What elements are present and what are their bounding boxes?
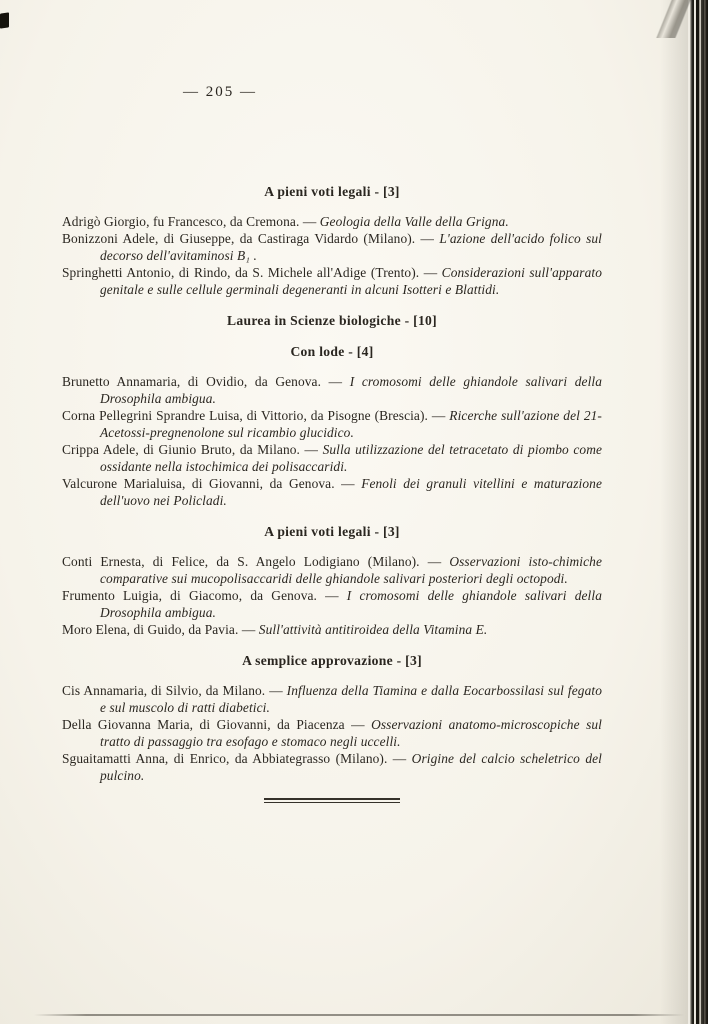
section-heading: A pieni voti legali - [3] bbox=[264, 184, 400, 199]
dash-separator: — bbox=[321, 374, 350, 389]
page-corner-fold bbox=[628, 0, 692, 38]
thesis-entry bbox=[62, 587, 602, 621]
section-heading: A semplice approvazione - [3] bbox=[242, 653, 422, 668]
thesis-entry bbox=[62, 213, 602, 230]
candidate-name: Crippa Adele, di Giunio Bruto, da Milano. bbox=[62, 442, 300, 457]
page-number: — 205 — bbox=[183, 84, 257, 100]
thesis-title: Origine del calcio scheletrico del pulcino. bbox=[100, 751, 602, 783]
thesis-entry bbox=[62, 441, 602, 475]
document-content bbox=[62, 169, 602, 803]
candidate-name: Springhetti Antonio, di Rindo, da S. Michele all'Adige (Trento). bbox=[62, 265, 420, 280]
dash-separator: — bbox=[415, 231, 440, 246]
candidate-name: Corna Pellegrini Sprandre Luisa, di Vittorio, da Pisogne (Brescia). bbox=[62, 408, 428, 423]
candidate-name: Valcurone Marialuisa, di Giovanni, da Genova. bbox=[62, 476, 335, 491]
dash-separator: — bbox=[299, 442, 323, 457]
dash-separator: — bbox=[419, 554, 450, 569]
thesis-entry bbox=[62, 621, 602, 638]
section-heading: Con lode - [4] bbox=[290, 344, 374, 359]
candidate-name: Della Giovanna Maria, di Giovanni, da Piacenza bbox=[62, 717, 345, 732]
thesis-entry bbox=[62, 553, 602, 587]
thesis-entry bbox=[62, 407, 602, 441]
thesis-title: Geologia della Valle della Grigna. bbox=[319, 214, 509, 229]
dash-separator: — bbox=[265, 683, 287, 698]
thesis-title: I cromosomi delle ghiandole salivari della Drosophila ambigua. bbox=[100, 374, 603, 406]
dash-separator: — bbox=[299, 214, 320, 229]
thesis-entry bbox=[62, 373, 602, 407]
thesis-entry bbox=[62, 264, 602, 298]
thesis-entry bbox=[62, 716, 602, 750]
dash-separator: — bbox=[344, 717, 372, 732]
scan-ink-artifact bbox=[0, 12, 9, 28]
section-heading: A pieni voti legali - [3] bbox=[264, 524, 400, 539]
book-page-edges bbox=[688, 0, 708, 1024]
candidate-name: Frumento Luigia, di Giacomo, da Genova. bbox=[62, 588, 317, 603]
candidate-name: Moro Elena, di Guido, da Pavia. bbox=[62, 622, 239, 637]
dash-separator: — bbox=[419, 265, 442, 280]
thesis-title: I cromosomi delle ghiandole salivari della Drosophila ambigua. bbox=[100, 588, 602, 620]
dash-separator: — bbox=[317, 588, 347, 603]
candidate-name: Brunetto Annamaria, di Ovidio, da Genova. bbox=[62, 374, 322, 389]
candidate-name: Cis Annamaria, di Silvio, da Milano. bbox=[62, 683, 266, 698]
thesis-entry bbox=[62, 682, 602, 716]
candidate-name: Conti Ernesta, di Felice, da S. Angelo Lodigiano (Milano). bbox=[62, 554, 420, 569]
section-heading: Laurea in Scienze biologiche - [10] bbox=[227, 313, 437, 328]
thesis-title: Osservazioni isto-chimiche comparative sui mucopolisaccaridi delle ghiandole salivari posteriori degli octopodi. bbox=[100, 554, 602, 586]
thesis-title: Influenza della Tiamina e dalla Eocarbossilasi sul fegato e sul muscolo di ratti diabetici. bbox=[100, 683, 602, 715]
dash-separator: — bbox=[387, 751, 412, 766]
candidate-name: Bonizzoni Adele, di Giuseppe, da Castiraga Vidardo (Milano). bbox=[62, 231, 416, 246]
end-divider bbox=[264, 798, 400, 803]
thesis-title: Sull'attività antitiroidea della Vitamina E. bbox=[258, 622, 488, 637]
thesis-entry bbox=[62, 750, 602, 784]
page-bottom-edge bbox=[34, 1014, 684, 1016]
thesis-entry bbox=[62, 475, 602, 509]
thesis-title: Sulla utilizzazione del tetracetato di piombo come ossidante nella istochimica dei polisaccaridi. bbox=[100, 442, 603, 474]
thesis-title: Fenoli dei granuli vitellini e maturazione dell'uovo nei Policladi. bbox=[100, 476, 602, 508]
dash-separator: — bbox=[238, 622, 259, 637]
thesis-title: Ricerche sull'azione del 21-Acetossi-pregnenolone sul ricambio glucidico. bbox=[100, 408, 602, 440]
thesis-title: L'azione dell'acido folico sul decorso dell'avitaminosi B₁ . bbox=[100, 231, 602, 263]
dash-separator: — bbox=[334, 476, 362, 491]
dash-separator: — bbox=[427, 408, 450, 423]
thesis-title: Osservazioni anatomo-microscopiche sul tratto di passaggio tra esofago e stomaco negli uccelli. bbox=[100, 717, 602, 749]
candidate-name: Adrigò Giorgio, fu Francesco, da Cremona. bbox=[62, 214, 300, 229]
candidate-name: Sguaitamatti Anna, di Enrico, da Abbiategrasso (Milano). bbox=[62, 751, 388, 766]
thesis-entry bbox=[62, 230, 602, 264]
thesis-title: Considerazioni sull'apparato genitale e sulle cellule germinali degeneranti in alcuni Isotteri e Blattidi. bbox=[100, 265, 602, 297]
